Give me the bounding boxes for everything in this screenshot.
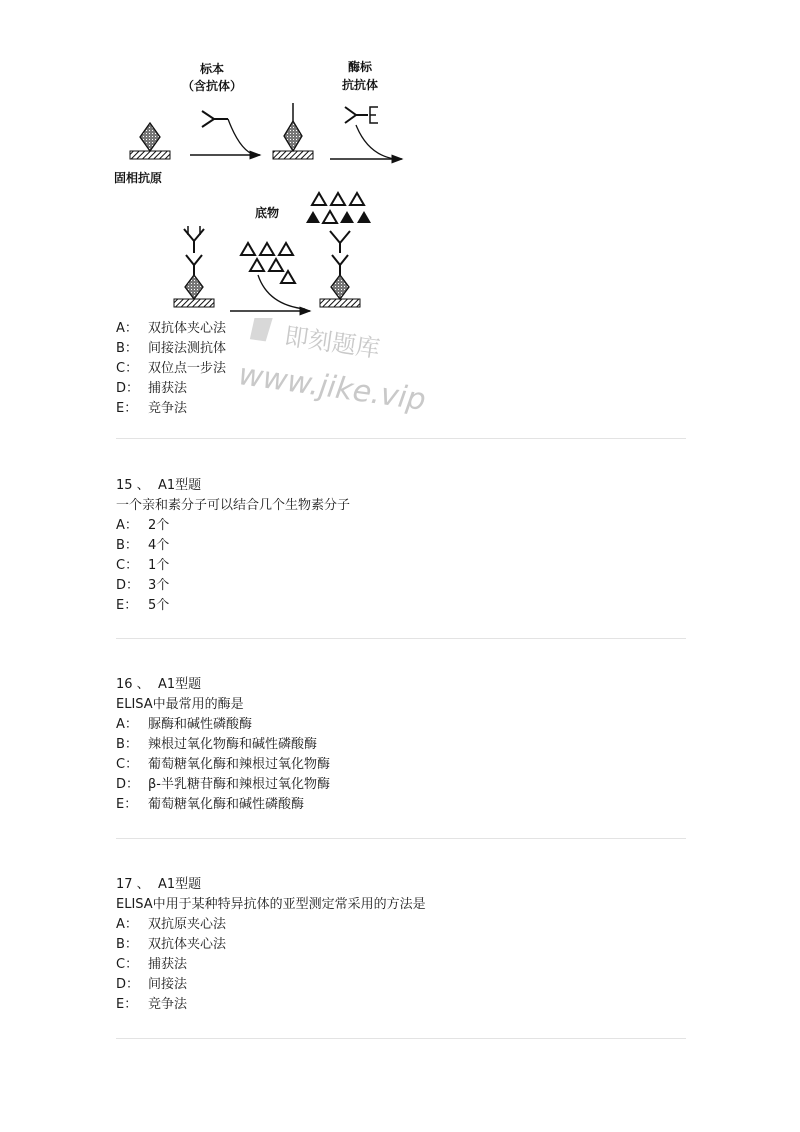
divider — [116, 1038, 686, 1039]
question-number: 17 、 — [116, 877, 150, 892]
option-a[interactable]: A： 双抗原夹心法 — [116, 917, 227, 932]
option-b[interactable]: B： 双抗体夹心法 — [116, 937, 227, 952]
question-header — [116, 875, 686, 895]
divider — [116, 638, 686, 639]
option-e[interactable]: E： 葡萄糖氧化酶和碱性磷酸酶 — [116, 797, 305, 812]
question-15 — [116, 476, 686, 616]
substrate-triangles-icon — [241, 243, 295, 283]
option-a[interactable]: A： 2个 — [116, 518, 170, 533]
question-stem: ELISA中用于某种特异抗体的亚型测定常采用的方法是 — [116, 897, 426, 912]
specimen-antibody-icon — [202, 111, 228, 127]
label-specimen-sub: （含抗体） — [182, 79, 243, 93]
question-type: A1型题 — [157, 677, 202, 692]
question-header — [116, 675, 686, 695]
watermark-cn: 即刻题库 — [282, 322, 382, 364]
product-triangles-icon — [306, 193, 371, 223]
elisa-diagram-svg — [110, 55, 430, 320]
option-d[interactable]: D： β-半乳糖苷酶和辣根过氧化物酶 — [116, 777, 330, 792]
question-17 — [116, 875, 686, 1015]
option-b[interactable]: B： 4个 — [116, 538, 170, 553]
label-enzyme-2: 抗抗体 — [342, 78, 379, 92]
question-stem: ELISA中最常用的酶是 — [116, 697, 244, 712]
enzyme-anti-antibody-icon — [345, 107, 378, 123]
label-solid-antigen: 固相抗原 — [114, 171, 163, 185]
divider — [116, 838, 686, 839]
color-reaction-complex-icon — [320, 231, 360, 307]
option-b[interactable]: B： 辣根过氧化物酶和碱性磷酸酶 — [116, 737, 318, 752]
label-specimen: 标本 — [200, 62, 225, 76]
question-stem: 一个亲和素分子可以结合几个生物素分子 — [116, 498, 351, 513]
elisa-diagram — [110, 55, 430, 320]
option-d[interactable]: D： 捕获法 — [116, 381, 188, 396]
option-d[interactable]: D： 3个 — [116, 578, 170, 593]
question-number: 15 、 — [116, 478, 150, 493]
antigen-antibody-complex-icon — [273, 103, 313, 159]
sandwich-complex-icon — [174, 226, 214, 307]
option-e[interactable]: E： 5个 — [116, 598, 170, 613]
label-substrate: 底物 — [255, 206, 280, 220]
option-c[interactable]: C： 双位点一步法 — [116, 361, 227, 376]
divider — [116, 438, 686, 439]
q14-options — [116, 319, 686, 419]
option-c[interactable]: C： 1个 — [116, 558, 170, 573]
option-c[interactable]: C： 葡萄糖氧化酶和辣根过氧化物酶 — [116, 757, 331, 772]
question-number: 16 、 — [116, 677, 150, 692]
option-e[interactable]: E： 竞争法 — [116, 997, 188, 1012]
option-a[interactable]: A： 双抗体夹心法 — [116, 321, 227, 336]
question-16 — [116, 675, 686, 815]
option-a[interactable]: A： 脲酶和碱性磷酸酶 — [116, 717, 253, 732]
watermark-url: www.jike.vip — [240, 357, 428, 418]
question-type: A1型题 — [157, 877, 202, 892]
question-header — [116, 476, 686, 496]
solid-antigen-icon — [130, 123, 170, 159]
option-d[interactable]: D： 间接法 — [116, 977, 188, 992]
option-b[interactable]: B： 间接法测抗体 — [116, 341, 227, 356]
label-enzyme-1: 酶标 — [348, 60, 373, 74]
option-e[interactable]: E： 竞争法 — [116, 401, 188, 416]
option-c[interactable]: C： 捕获法 — [116, 957, 188, 972]
question-type: A1型题 — [157, 478, 202, 493]
